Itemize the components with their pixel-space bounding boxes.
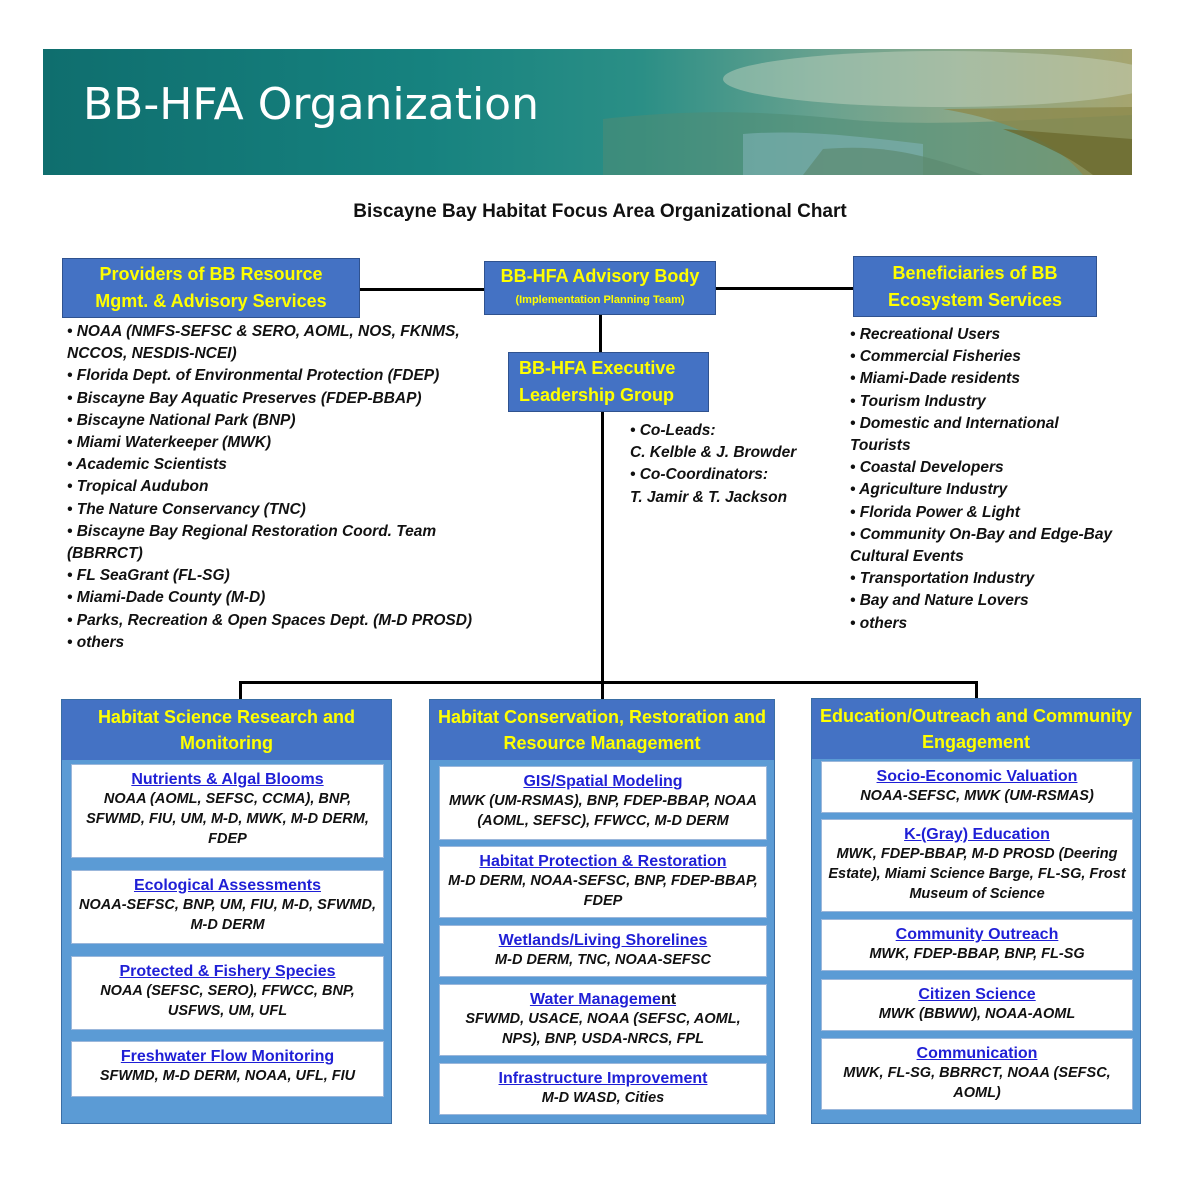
list-item: • Domestic and International bbox=[850, 414, 1059, 432]
card-body: NOAA (AOML, SEFSC, CCMA), BNP, SFWMD, FIU, UM, M-D, MWK, M-D DERM, FDEP bbox=[86, 791, 369, 847]
card-body: MWK (BBWW), NOAA-AOML bbox=[878, 1006, 1076, 1022]
list-item: • Bay and Nature Lovers bbox=[850, 592, 1029, 610]
list-item: • Parks, Recreation & Open Spaces Dept. (M-D PROSD) bbox=[67, 611, 473, 629]
advisory-title: BB-HFA Advisory Body bbox=[500, 266, 700, 286]
card-body: SFWMD, USACE, NOAA (SEFSC, AOML, NPS), BNP, USDA-NRCS, FPL bbox=[465, 1011, 741, 1047]
card-title-link[interactable]: Communication bbox=[916, 1045, 1038, 1062]
card-wetlands bbox=[439, 925, 767, 977]
card-title-link[interactable]: Habitat Protection & Restoration bbox=[479, 853, 727, 870]
column-education bbox=[811, 698, 1141, 1124]
card-freshwater-flow bbox=[71, 1041, 384, 1097]
card-body: M-D WASD, Cities bbox=[541, 1090, 665, 1106]
connector-advisory-executive bbox=[599, 315, 602, 352]
card-title-link[interactable]: Citizen Science bbox=[918, 986, 1036, 1003]
beneficiaries-list bbox=[850, 324, 1112, 635]
list-item: • Miami-Dade County (M-D) bbox=[67, 589, 266, 607]
list-item: T. Jamir & T. Jackson bbox=[630, 488, 788, 506]
list-item: C. Kelble & J. Browder bbox=[630, 444, 797, 462]
connector-providers bbox=[360, 288, 484, 291]
list-item: • Commercial Fisheries bbox=[850, 348, 1021, 366]
list-item: • Transportation Industry bbox=[850, 570, 1035, 588]
card-body: SFWMD, M-D DERM, NOAA, UFL, FIU bbox=[99, 1068, 356, 1084]
card-title-link[interactable]: GIS/Spatial Modeling bbox=[523, 773, 683, 790]
list-item: • others bbox=[850, 614, 908, 632]
card-title-link[interactable]: K-(Gray) Education bbox=[904, 826, 1050, 843]
column-education-title: Education/Outreach and Community Engagement bbox=[812, 699, 1140, 759]
card-title-link-text[interactable]: Water Manageme bbox=[529, 991, 661, 1008]
list-item: • NOAA (NMFS-SEFSC & SERO, AOML, NOS, FKNMS, bbox=[67, 323, 460, 340]
list-item: • Academic Scientists bbox=[67, 456, 227, 474]
executive-box bbox=[508, 352, 709, 412]
executive-line-1: BB-HFA Executive bbox=[519, 358, 676, 378]
card-gis bbox=[439, 766, 767, 840]
connector-col1 bbox=[239, 681, 242, 699]
card-habitat-protection bbox=[439, 846, 767, 918]
card-title-link[interactable]: Ecological Assessments bbox=[133, 877, 322, 894]
list-item: • FL SeaGrant (FL-SG) bbox=[67, 567, 230, 585]
column-conservation-title: Habitat Conservation, Restoration and Resource Management bbox=[430, 700, 774, 760]
header-banner bbox=[43, 49, 1132, 175]
card-title-tail: nt bbox=[660, 991, 677, 1008]
list-item: Cultural Events bbox=[850, 548, 964, 566]
card-body: MWK, FDEP-BBAP, M-D PROSD (Deering Estate), Miami Science Barge, FL-SG, Frost Museum of Science bbox=[828, 846, 1126, 902]
list-item: • Co-Leads: bbox=[630, 422, 716, 439]
list-item: • Florida Dept. of Environmental Protection (FDEP) bbox=[67, 367, 440, 385]
executive-list bbox=[630, 420, 796, 509]
advisory-box bbox=[484, 261, 716, 315]
card-body: NOAA-SEFSC, MWK (UM-RSMAS) bbox=[860, 788, 1094, 804]
card-body: MWK, FL-SG, BBRRCT, NOAA (SEFSC, AOML) bbox=[843, 1065, 1111, 1101]
card-body: M-D DERM, TNC, NOAA-SEFSC bbox=[495, 952, 711, 968]
card-body: NOAA-SEFSC, BNP, UM, FIU, M-D, SFWMD, M-D DERM bbox=[79, 897, 376, 933]
connector-beneficiaries bbox=[716, 287, 853, 290]
list-item: • Miami Waterkeeper (MWK) bbox=[67, 434, 272, 452]
list-item: • Tourism Industry bbox=[850, 392, 986, 410]
advisory-subtitle: (Implementation Planning Team) bbox=[515, 294, 685, 306]
chart-title: Biscayne Bay Habitat Focus Area Organizational Chart bbox=[353, 201, 847, 222]
list-item: • Tropical Audubon bbox=[67, 478, 209, 496]
card-title-link[interactable]: Socio-Economic Valuation bbox=[876, 768, 1078, 785]
card-title-link[interactable]: Wetlands/Living Shorelines bbox=[498, 932, 708, 949]
providers-line-1: Providers of BB Resource bbox=[99, 264, 323, 284]
beneficiaries-line-2: Ecosystem Services bbox=[887, 289, 1063, 310]
page-title: BB-HFA Organization bbox=[83, 79, 539, 130]
column-conservation bbox=[429, 699, 775, 1124]
list-item: NCCOS, NESDIS-NCEI) bbox=[67, 345, 237, 363]
connector-horizontal bbox=[239, 681, 978, 684]
card-infrastructure bbox=[439, 1063, 767, 1115]
card-body: NOAA (SEFSC, SERO), FFWCC, BNP, USFWS, UM, UFL bbox=[100, 983, 355, 1019]
connector-executive-down bbox=[601, 412, 604, 699]
list-item: • Biscayne National Park (BNP) bbox=[67, 411, 296, 429]
card-ecological bbox=[71, 870, 384, 944]
card-body: MWK (UM-RSMAS), BNP, FDEP-BBAP, NOAA (AOML, SEFSC), FFWCC, M-D DERM bbox=[449, 793, 757, 829]
card-citizen-science bbox=[821, 979, 1133, 1031]
card-water-management bbox=[439, 984, 767, 1056]
providers-list bbox=[67, 321, 472, 654]
card-community-outreach bbox=[821, 919, 1133, 971]
beneficiaries-line-1: Beneficiaries of BB bbox=[892, 262, 1058, 283]
list-item: Tourists bbox=[850, 437, 911, 455]
card-protected-species bbox=[71, 956, 384, 1030]
list-item: • Coastal Developers bbox=[850, 459, 1004, 477]
providers-line-2: Mgmt. & Advisory Services bbox=[95, 291, 327, 311]
connector-col3 bbox=[975, 681, 978, 699]
card-title-link[interactable]: Freshwater Flow Monitoring bbox=[120, 1048, 335, 1065]
list-item: • others bbox=[67, 633, 125, 651]
executive-line-2: Leadership Group bbox=[519, 385, 675, 405]
card-communication bbox=[821, 1038, 1133, 1110]
card-body: MWK, FDEP-BBAP, BNP, FL-SG bbox=[869, 946, 1085, 962]
card-title-link[interactable]: Protected & Fishery Species bbox=[119, 963, 336, 980]
list-item: • Co-Coordinators: bbox=[630, 466, 769, 484]
list-item: (BBRRCT) bbox=[67, 545, 143, 563]
card-title-link[interactable]: Nutrients & Algal Blooms bbox=[131, 771, 324, 788]
beneficiaries-box bbox=[853, 256, 1097, 317]
list-item: • Recreational Users bbox=[850, 326, 1001, 343]
card-nutrients bbox=[71, 764, 384, 858]
card-title-link[interactable]: Infrastructure Improvement bbox=[498, 1070, 708, 1087]
column-science bbox=[61, 699, 392, 1124]
providers-box bbox=[62, 258, 360, 318]
list-item: • Biscayne Bay Aquatic Preserves (FDEP-BBAP) bbox=[67, 389, 422, 407]
card-k-gray-education bbox=[821, 819, 1133, 912]
list-item: • Biscayne Bay Regional Restoration Coord. Team bbox=[67, 522, 437, 540]
list-item: • Miami-Dade residents bbox=[850, 370, 1020, 388]
list-item: • Community On-Bay and Edge-Bay bbox=[850, 525, 1113, 543]
card-body: M-D DERM, NOAA-SEFSC, BNP, FDEP-BBAP, FDEP bbox=[448, 873, 758, 909]
card-socio-economic bbox=[821, 761, 1133, 813]
list-item: • Agriculture Industry bbox=[850, 481, 1008, 499]
card-title-link[interactable] bbox=[440, 991, 766, 1009]
card-title-link[interactable]: Community Outreach bbox=[895, 926, 1059, 943]
list-item: • Florida Power & Light bbox=[850, 503, 1020, 521]
column-science-title: Habitat Science Research and Monitoring bbox=[62, 700, 391, 760]
list-item: • The Nature Conservancy (TNC) bbox=[67, 500, 306, 518]
